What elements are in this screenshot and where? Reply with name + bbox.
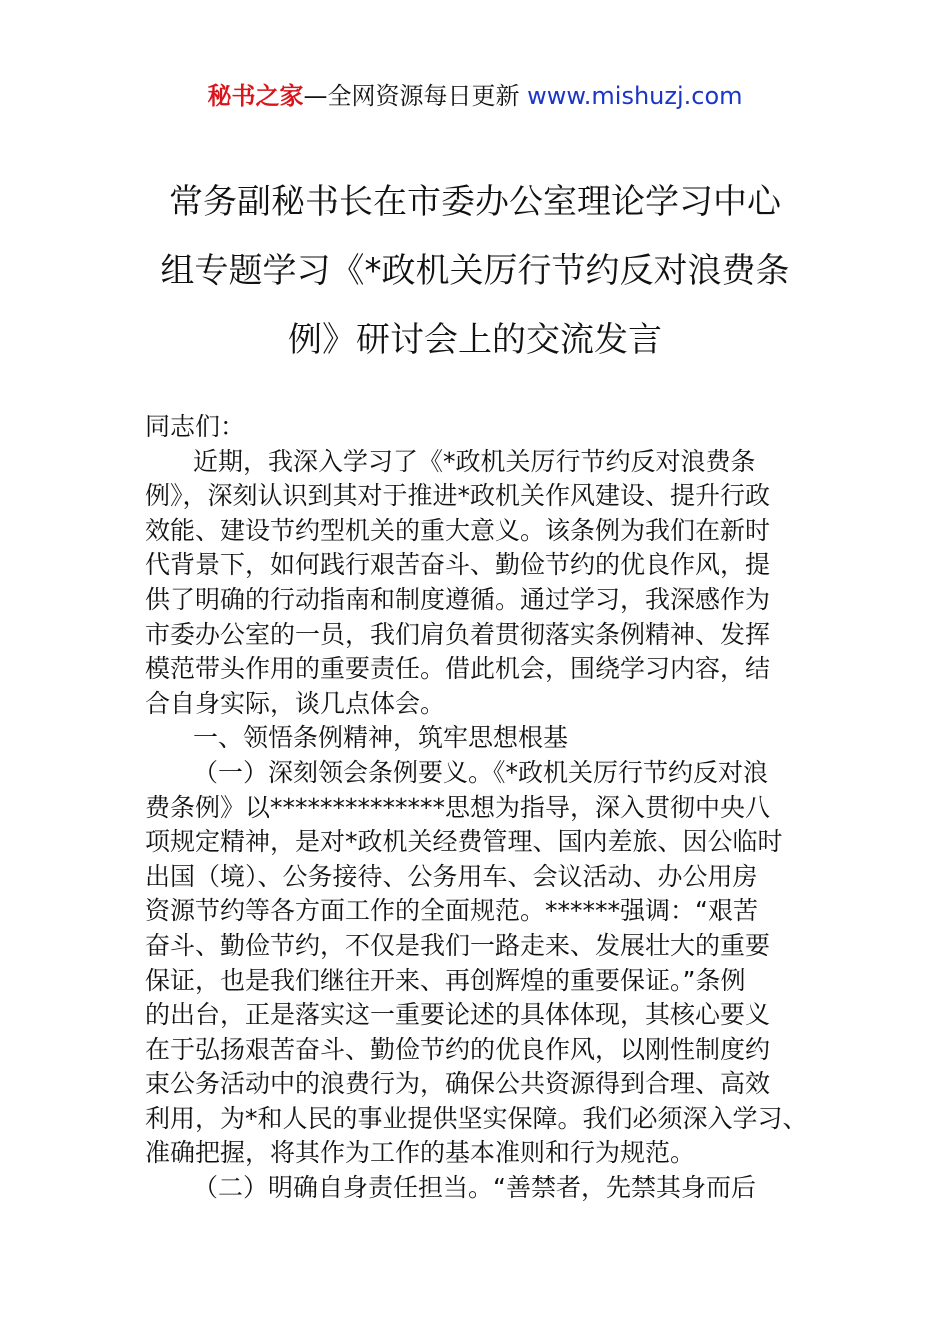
salutation: 同志们：	[145, 412, 246, 441]
paragraph-line: 合自身实际，谈几点体会。	[145, 688, 446, 718]
paragraph-line: 例》，深刻认识到其对于推进*政机关作风建设、提升行政	[145, 481, 771, 511]
paragraph-line: 近期，我深入学习了《*政机关厉行节约反对浪费条	[193, 446, 756, 476]
paragraph-line: 束公务活动中的浪费行为，确保公共资源得到合理、高效	[145, 1069, 771, 1099]
paragraph-line: 代背景下，如何践行艰苦奋斗、勤俭节约的优良作风，提	[145, 550, 771, 580]
paragraph-line: 的出台，正是落实这一重要论述的具体体现，其核心要义	[145, 1000, 771, 1030]
title-line: 组专题学习《*政机关厉行节约反对浪费条	[160, 251, 790, 291]
paragraph-line: 供了明确的行动指南和制度遵循。通过学习，我深感作为	[145, 584, 771, 614]
section-heading: 一、领悟条例精神，筑牢思想根基	[193, 723, 569, 753]
paragraph-line: 准确把握，将其作为工作的基本准则和行为规范。	[145, 1138, 696, 1168]
paragraph-line: 资源节约等各方面工作的全面规范。******强调：“艰苦	[145, 896, 758, 926]
paragraph-line: 市委办公室的一员，我们肩负着贯彻落实条例精神、发挥	[145, 619, 771, 649]
paragraph-line: 费条例》以**************思想为指导，深入贯彻中央八	[145, 792, 771, 822]
title-line: 例》研讨会上的交流发言	[288, 320, 662, 360]
paragraph-line: （一）深刻领会条例要义。《*政机关厉行节约反对浪	[193, 757, 769, 787]
site-tagline: —全网资源每日更新	[303, 82, 528, 110]
document-title	[100, 168, 850, 375]
paragraph-line: 项规定精神，是对*政机关经费管理、国内差旅、因公临时	[145, 827, 783, 857]
paragraph-line: 保证，也是我们继往开来、再创辉煌的重要保证。”条例	[145, 965, 746, 995]
site-brand: 秘书之家	[207, 82, 304, 110]
paragraph-line: 出国（境）、公务接待、公务用车、会议活动、办公用房	[145, 861, 758, 891]
site-header	[0, 80, 950, 112]
site-url-link[interactable]: www.mishuzj.com	[527, 82, 743, 110]
paragraph-line: 在于弘扬艰苦奋斗、勤俭节约的优良作风，以刚性制度约	[145, 1034, 771, 1064]
paragraph-line: 效能、建设节约型机关的重大意义。该条例为我们在新时	[145, 515, 771, 545]
paragraph-line: 模范带头作用的重要责任。借此机会，围绕学习内容，结	[145, 654, 771, 684]
paragraph-line: 利用，为*和人民的事业提供坚实保障。我们必须深入学习、	[145, 1103, 808, 1133]
title-line: 常务副秘书长在市委办公室理论学习中心	[169, 182, 781, 222]
paragraph-line: （二）明确自身责任担当。“善禁者，先禁其身而后	[193, 1173, 756, 1203]
document-body	[145, 410, 825, 1206]
paragraph-line: 奋斗、勤俭节约，不仅是我们一路走来、发展壮大的重要	[145, 930, 771, 960]
